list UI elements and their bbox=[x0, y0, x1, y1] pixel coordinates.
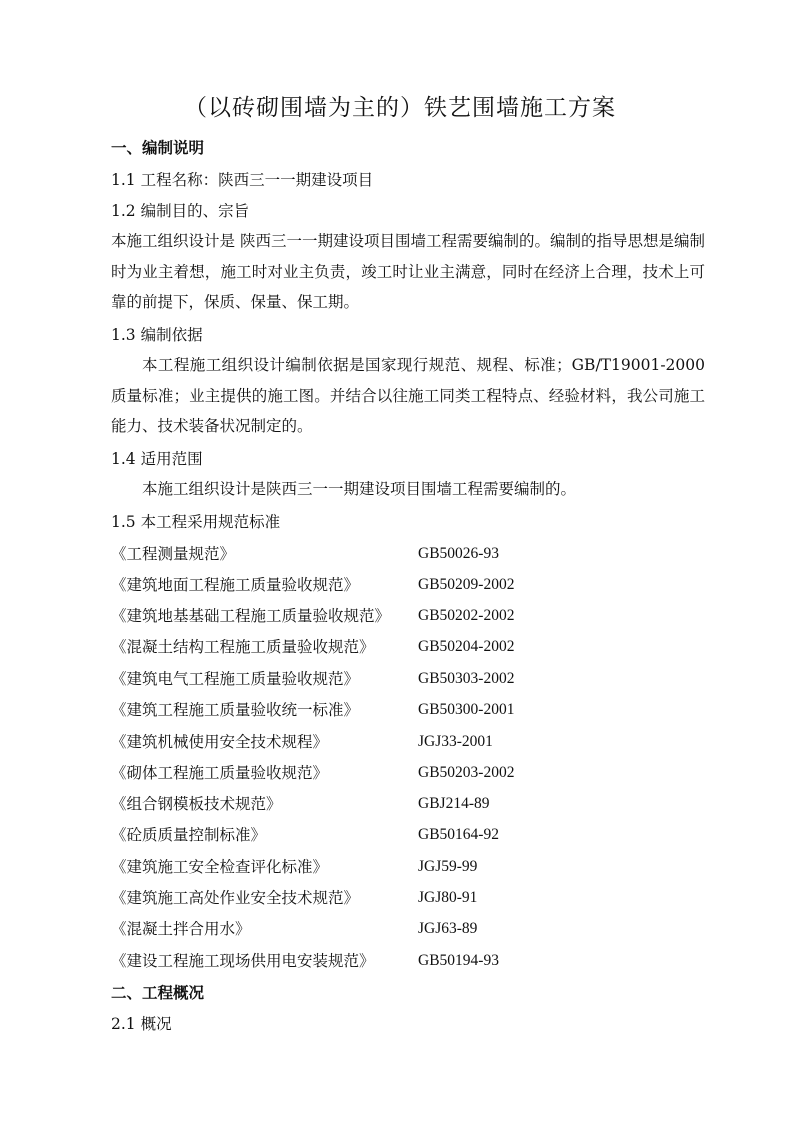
standard-code: JGJ59-99 bbox=[418, 858, 478, 875]
standard-code: GB50026-93 bbox=[418, 545, 499, 562]
standard-name: 《组合钢模板技术规范》 bbox=[111, 795, 282, 813]
standard-code: GB50300-2001 bbox=[418, 701, 515, 718]
standard-name: 《建筑电气工程施工质量验收规范》 bbox=[111, 670, 360, 688]
standard-code: GB50194-93 bbox=[418, 952, 499, 969]
standard-code: GBJ214-89 bbox=[418, 795, 490, 812]
standard-name: 《砼质质量控制标准》 bbox=[111, 826, 267, 844]
standard-name: 《建筑施工安全检查评化标准》 bbox=[111, 858, 329, 876]
standard-name: 《建设工程施工现场供用电安装规范》 bbox=[111, 952, 375, 970]
basis-heading: 1.3 编制依据 bbox=[111, 326, 203, 344]
standard-code: JGJ80-91 bbox=[418, 889, 478, 906]
purpose-heading: 1.2 编制目的、宗旨 bbox=[111, 202, 250, 220]
overview-heading: 2.1 概况 bbox=[111, 1015, 172, 1033]
document-title: （以砖砌围墙为主的）铁艺围墙施工方案 bbox=[184, 95, 616, 121]
standard-code: JGJ33-2001 bbox=[418, 733, 493, 750]
standard-code: GB50209-2002 bbox=[418, 576, 515, 593]
standard-code: GB50202-2002 bbox=[418, 607, 515, 624]
standards-heading: 1.5 本工程采用规范标准 bbox=[111, 513, 281, 531]
standard-code: GB50204-2002 bbox=[418, 638, 515, 655]
section-heading-2: 二、工程概况 bbox=[111, 983, 205, 1002]
standard-code: GB50203-2002 bbox=[418, 764, 515, 781]
standard-code: GB50164-92 bbox=[418, 826, 499, 843]
scope-heading: 1.4 适用范围 bbox=[111, 450, 203, 468]
standard-name: 《建筑地面工程施工质量验收规范》 bbox=[111, 576, 360, 594]
standard-name: 《工程测量规范》 bbox=[111, 545, 236, 563]
standard-name: 《建筑工程施工质量验收统一标准》 bbox=[111, 701, 360, 719]
standard-code: GB50303-2002 bbox=[418, 670, 515, 687]
project-name-line: 1.1 工程名称：陕西三一一期建设项目 bbox=[111, 171, 374, 189]
standard-name: 《混凝土拌合用水》 bbox=[111, 920, 251, 938]
section-heading-1: 一、编制说明 bbox=[111, 138, 205, 157]
standard-code: JGJ63-89 bbox=[418, 920, 478, 937]
standard-name: 《建筑施工高处作业安全技术规范》 bbox=[111, 889, 360, 907]
purpose-paragraph: 本施工组织设计是 陕西三一一期建设项目围墙工程需要编制的。编制的指导思想是编制时为业主着想，施工时对业主负责，竣工时让业主满意，同时在经济上合理，技术上可靠的前提下，保质、保量、保工期。 bbox=[111, 232, 705, 311]
standard-name: 《砌体工程施工质量验收规范》 bbox=[111, 764, 329, 782]
basis-paragraph: 本工程施工组织设计编制依据是国家现行规范、规程、标准；GB/T19001-2000 质量标准；业主提供的施工图。并结合以往施工同类工程特点、经验材料，我公司施工能力、技术装备状况制定的。 bbox=[111, 356, 705, 435]
scope-paragraph: 本施工组织设计是陕西三一一期建设项目围墙工程需要编制的。 bbox=[142, 480, 577, 498]
standard-name: 《建筑机械使用安全技术规程》 bbox=[111, 733, 329, 751]
standard-name: 《建筑地基基础工程施工质量验收规范》 bbox=[111, 607, 391, 625]
standard-name: 《混凝土结构工程施工质量验收规范》 bbox=[111, 638, 375, 656]
